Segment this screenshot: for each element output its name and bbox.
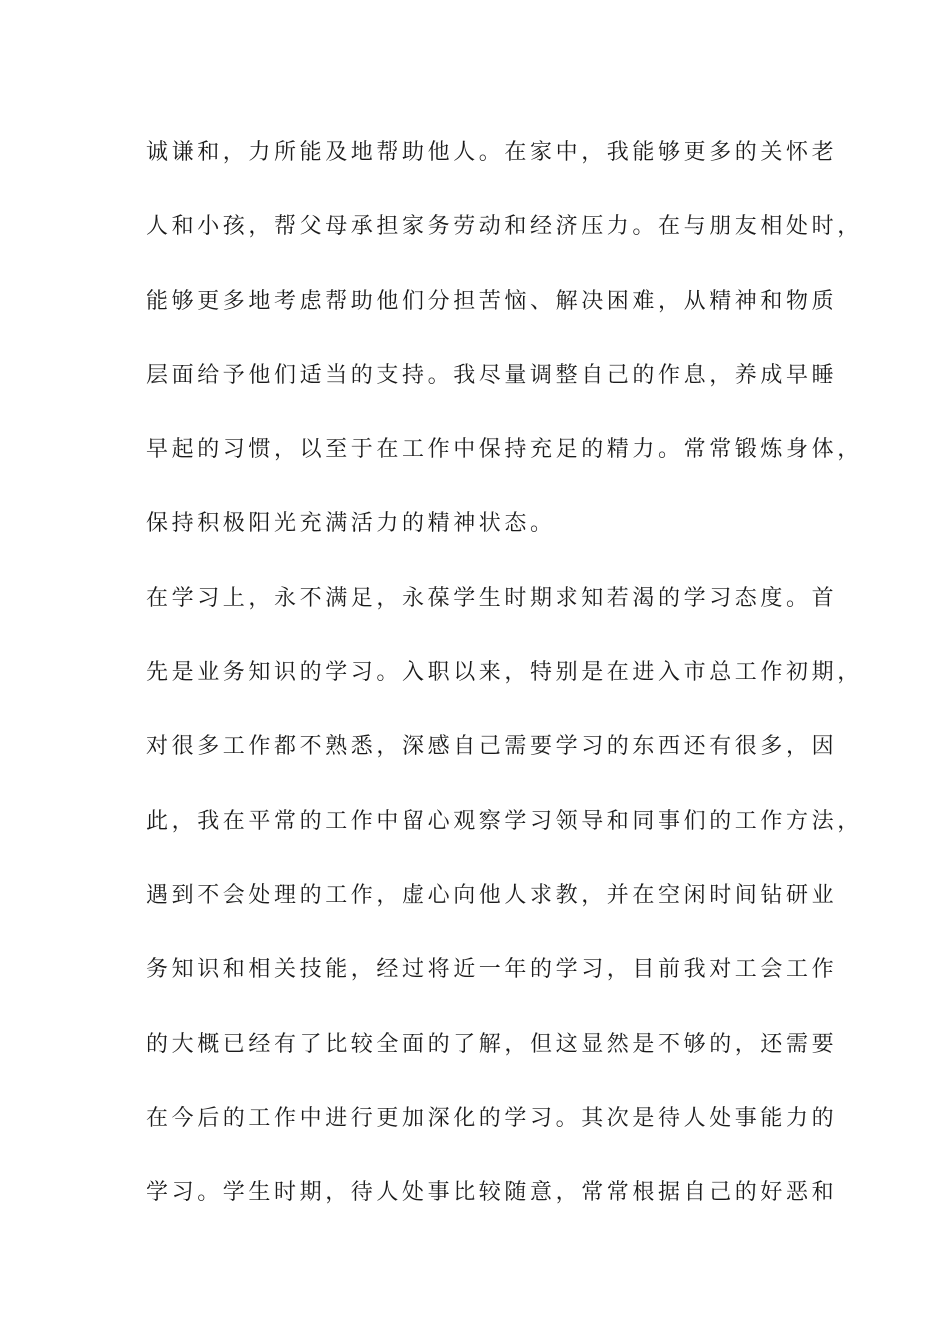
text-line: 学习。学生时期，待人处事比较随意，常常根据自己的好恶和 — [146, 1180, 838, 1206]
text-line: 诚谦和，力所能及地帮助他人。在家中，我能够更多的关怀老 — [146, 140, 838, 165]
text-line: 先是业务知识的学习。入职以来，特别是在进入市总工作初期， — [146, 660, 863, 686]
text-line: 的大概已经有了比较全面的了解，但这显然是不够的，还需要 — [146, 1031, 838, 1057]
text-line: 在学习上，永不满足，永葆学生时期求知若渴的学习态度。首 — [146, 585, 838, 611]
text-line: 保持积极阳光充满活力的精神状态。 — [146, 511, 556, 537]
text-line: 遇到不会处理的工作，虚心向他人求教，并在空闲时间钻研业 — [146, 882, 838, 908]
body-text — [146, 133, 863, 1247]
text-line: 早起的习惯，以至于在工作中保持充足的精力。常常锻炼身体， — [146, 437, 863, 463]
text-line: 层面给予他们适当的支持。我尽量调整自己的作息，养成早睡 — [146, 362, 838, 388]
text-line: 务知识和相关技能，经过将近一年的学习，目前我对工会工作 — [146, 957, 838, 983]
text-line: 此，我在平常的工作中留心观察学习领导和同事们的工作方法， — [146, 808, 863, 834]
text-line: 在今后的工作中进行更加深化的学习。其次是待人处事能力的 — [146, 1105, 838, 1131]
text-line: 人和小孩，帮父母承担家务劳动和经济压力。在与朋友相处时， — [146, 214, 863, 240]
text-line: 能够更多地考虑帮助他们分担苦恼、解决困难，从精神和物质 — [146, 288, 838, 314]
text-line: 对很多工作都不熟悉，深感自己需要学习的东西还有很多，因 — [146, 734, 838, 760]
